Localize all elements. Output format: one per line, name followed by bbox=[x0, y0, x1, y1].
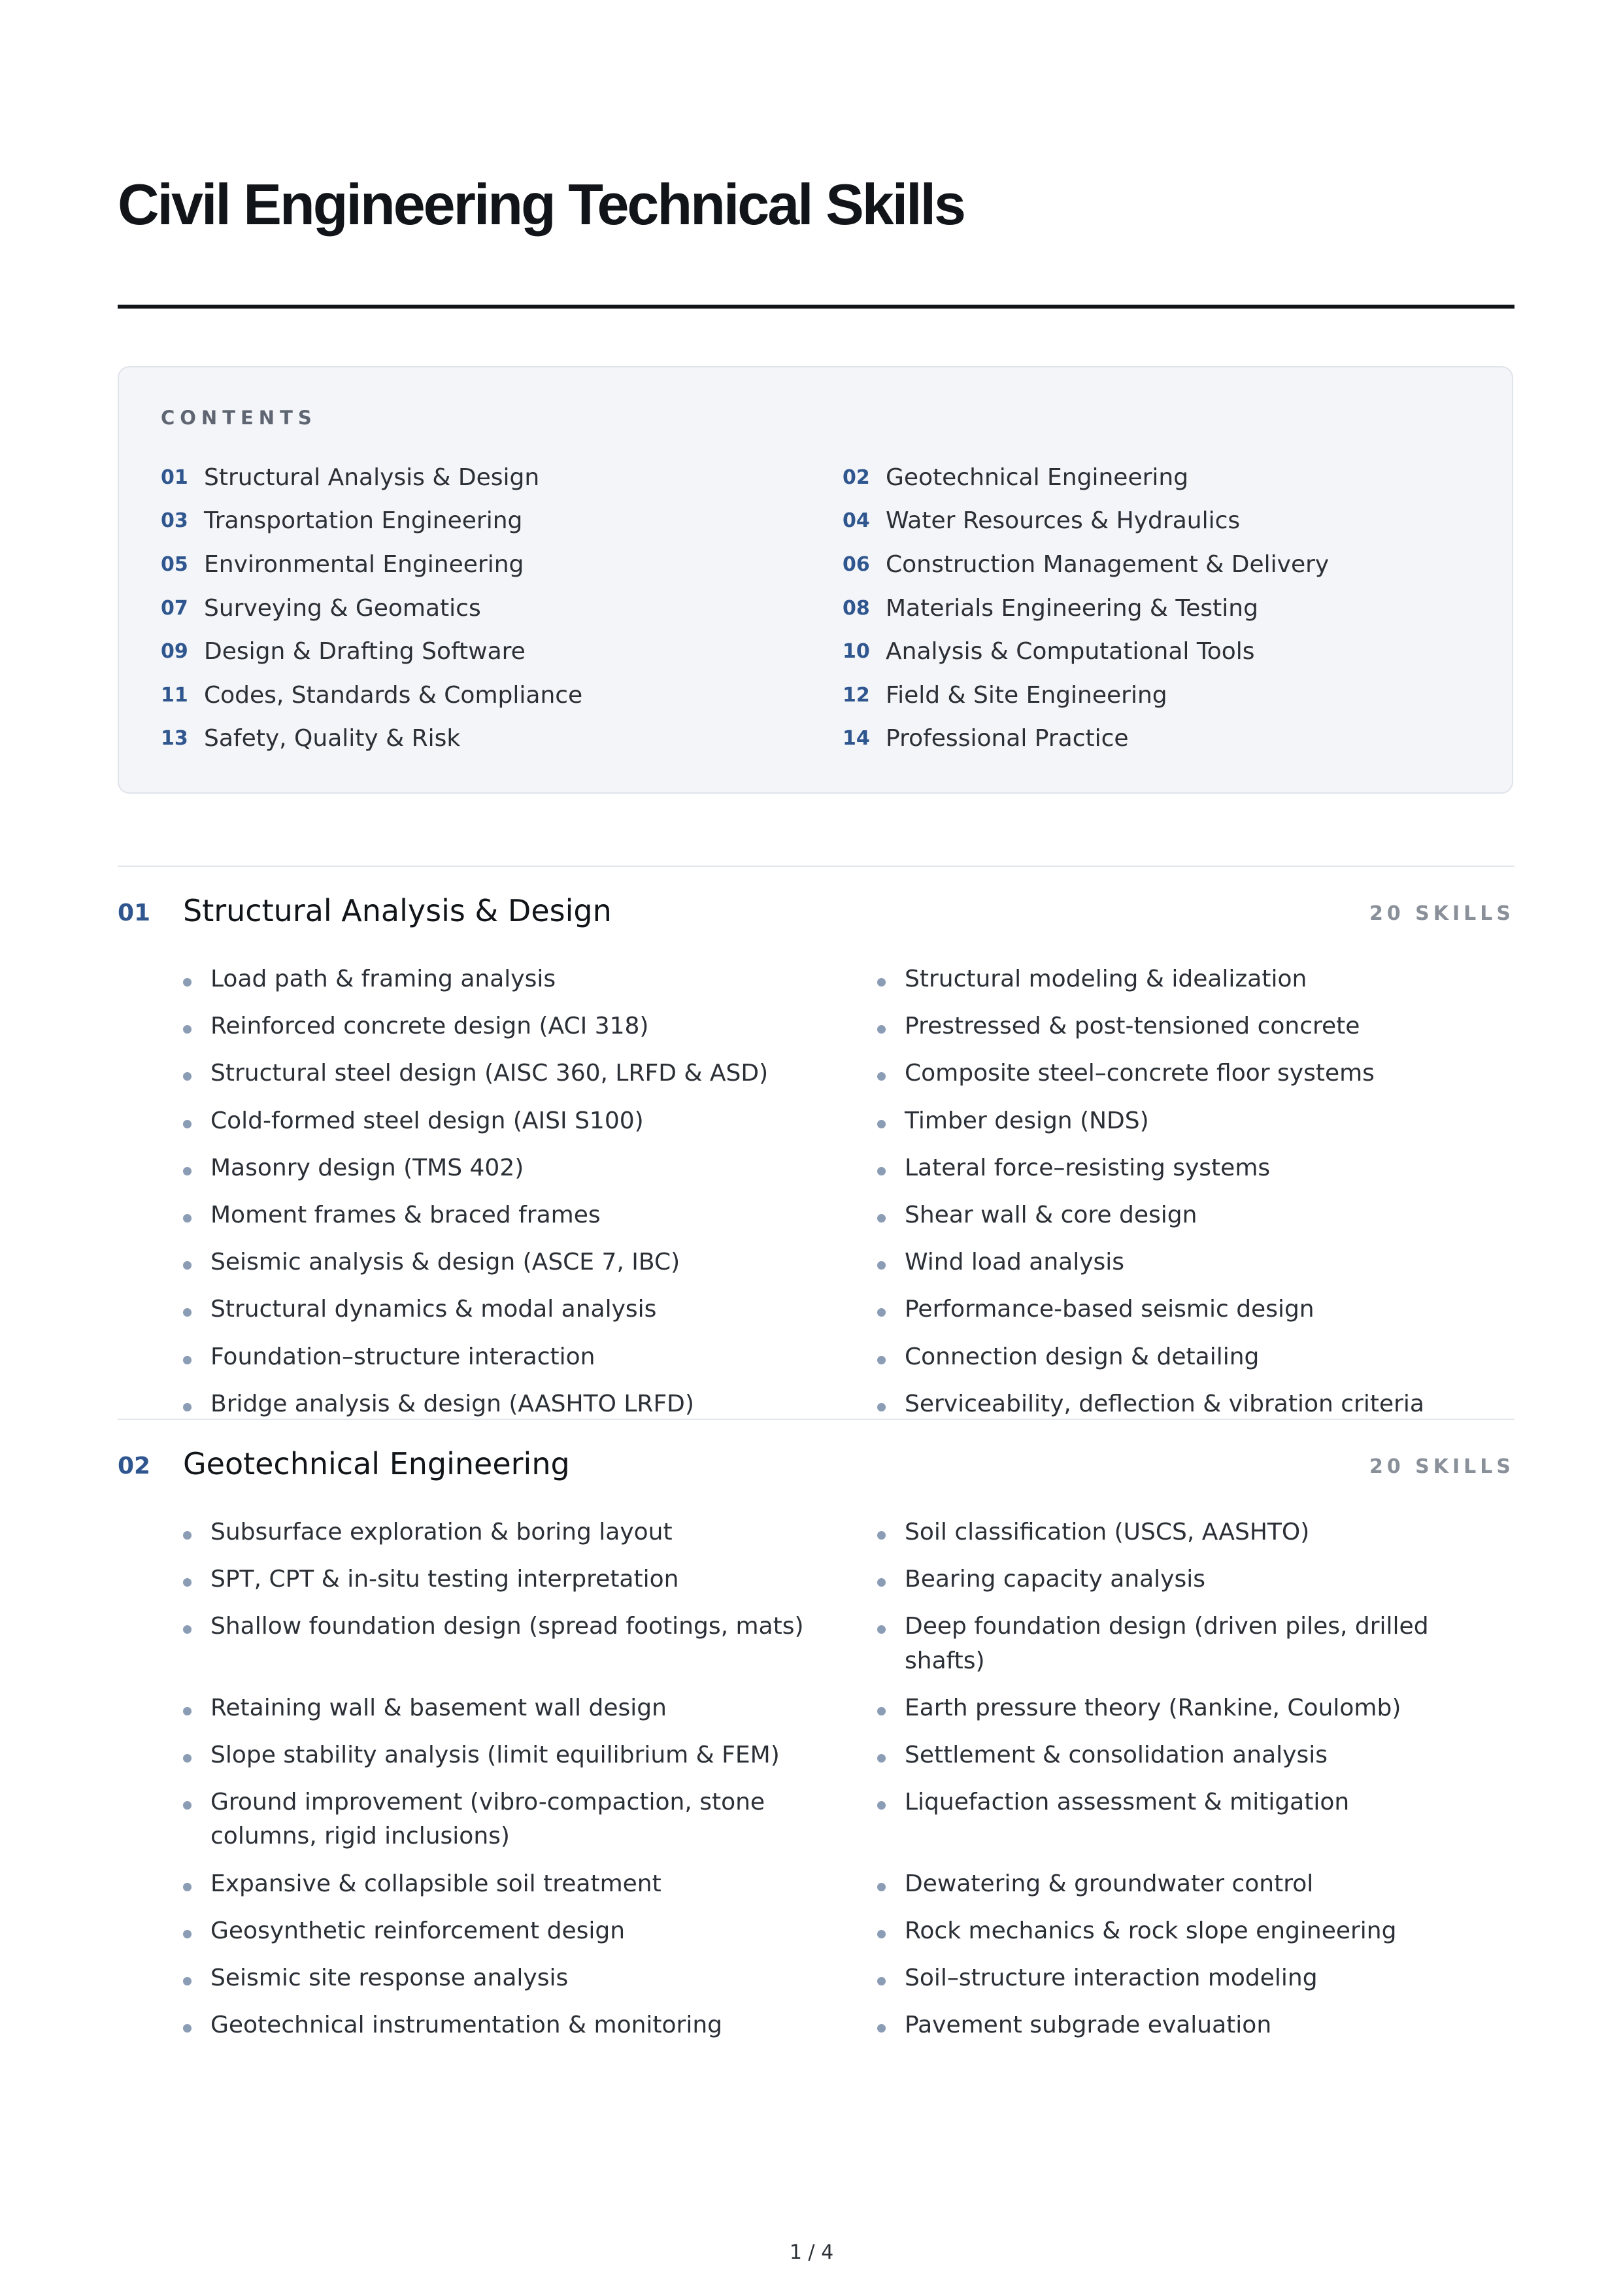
bullet-icon bbox=[183, 1707, 192, 1715]
toc-entry-number: 04 bbox=[843, 509, 870, 533]
bullet-icon bbox=[877, 1578, 886, 1587]
skill-label: Structural modeling & idealization bbox=[905, 966, 1307, 992]
bullet-icon bbox=[877, 1308, 886, 1317]
bullet-icon bbox=[877, 1167, 886, 1175]
bullet-icon bbox=[877, 1214, 886, 1223]
bullet-icon bbox=[183, 978, 192, 987]
skill-item bbox=[183, 962, 877, 996]
skill-item bbox=[877, 1562, 1514, 1596]
skill-label: Liquefaction assessment & mitigation bbox=[905, 1789, 1350, 1816]
toc-entry[interactable] bbox=[843, 499, 1455, 543]
skill-label: Seismic site response analysis bbox=[210, 1964, 569, 1991]
skill-item bbox=[183, 1961, 877, 1995]
bullet-icon bbox=[183, 1754, 192, 1763]
toc-entry[interactable] bbox=[161, 543, 843, 586]
toc-entry[interactable] bbox=[843, 543, 1455, 586]
toc-entry-label: Geotechnical Engineering bbox=[886, 464, 1189, 491]
toc-entry[interactable] bbox=[843, 630, 1455, 673]
skill-item bbox=[877, 1056, 1514, 1090]
toc-entry[interactable] bbox=[161, 717, 843, 761]
skill-item bbox=[183, 1340, 877, 1374]
skill-label: Pavement subgrade evaluation bbox=[905, 2012, 1272, 2039]
bullet-icon bbox=[877, 1707, 886, 1715]
section-number: 01 bbox=[118, 900, 151, 926]
bullet-icon bbox=[183, 1977, 192, 1985]
toc-entry[interactable] bbox=[161, 630, 843, 673]
skill-item bbox=[183, 1738, 877, 1772]
title-divider bbox=[118, 305, 1514, 309]
bullet-icon bbox=[877, 1625, 886, 1634]
bullet-icon bbox=[183, 1356, 192, 1364]
skill-label: Wind load analysis bbox=[905, 1249, 1125, 1276]
bullet-icon bbox=[877, 1120, 886, 1128]
toc-entry-label: Water Resources & Hydraulics bbox=[886, 507, 1241, 535]
skill-item bbox=[183, 1151, 877, 1185]
skill-item bbox=[183, 1387, 877, 1421]
skill-label: Shallow foundation design (spread footings, mats) bbox=[210, 1613, 804, 1640]
toc-entry[interactable] bbox=[161, 456, 843, 499]
bullet-icon bbox=[183, 1625, 192, 1634]
section-title: Structural Analysis & Design bbox=[183, 893, 612, 928]
skill-label: Timber design (NDS) bbox=[905, 1107, 1149, 1134]
skill-item bbox=[877, 1738, 1514, 1772]
skill-item bbox=[877, 1340, 1514, 1374]
skill-item bbox=[877, 2008, 1514, 2042]
skill-label: Composite steel–concrete floor systems bbox=[905, 1060, 1375, 1087]
toc-entry-number: 07 bbox=[161, 596, 188, 620]
bullet-icon bbox=[183, 1120, 192, 1128]
skill-item bbox=[877, 1914, 1514, 1948]
bullet-icon bbox=[183, 1308, 192, 1317]
skill-label: Deep foundation design (driven piles, drilled shafts) bbox=[905, 1613, 1429, 1674]
skill-item bbox=[877, 962, 1514, 996]
bullet-icon bbox=[183, 2024, 192, 2033]
toc-entry[interactable] bbox=[161, 499, 843, 543]
skill-list-geotechnical bbox=[183, 1515, 1514, 2042]
skill-label: SPT, CPT & in-situ testing interpretation bbox=[210, 1566, 679, 1593]
skill-label: Shear wall & core design bbox=[905, 1201, 1197, 1228]
skill-item bbox=[183, 1562, 877, 1596]
skill-item bbox=[877, 1691, 1514, 1725]
toc-entry[interactable] bbox=[843, 673, 1455, 717]
skill-item bbox=[877, 1198, 1514, 1232]
bullet-icon bbox=[183, 1025, 192, 1034]
toc-entry-number: 06 bbox=[843, 552, 870, 576]
skill-item bbox=[877, 1104, 1514, 1138]
toc-entry-label: Analysis & Computational Tools bbox=[886, 638, 1255, 666]
section-header-structural bbox=[118, 893, 1514, 932]
bullet-icon bbox=[183, 1214, 192, 1223]
bullet-icon bbox=[877, 1801, 886, 1810]
skill-label: Dewatering & groundwater control bbox=[905, 1870, 1314, 1897]
bullet-icon bbox=[183, 1072, 192, 1081]
skill-label: Bearing capacity analysis bbox=[905, 1566, 1206, 1593]
bullet-icon bbox=[877, 1072, 886, 1081]
section-number: 02 bbox=[118, 1453, 151, 1479]
skill-list-structural bbox=[183, 962, 1514, 1421]
bullet-icon bbox=[183, 1930, 192, 1938]
bullet-icon bbox=[183, 1261, 192, 1270]
skill-item bbox=[183, 1867, 877, 1901]
bullet-icon bbox=[877, 1356, 886, 1364]
toc-entry-label: Field & Site Engineering bbox=[886, 681, 1167, 709]
toc-entry-label: Environmental Engineering bbox=[204, 550, 524, 578]
skill-label: Settlement & consolidation analysis bbox=[905, 1741, 1328, 1768]
toc-entry-number: 12 bbox=[843, 683, 870, 707]
skill-label: Performance-based seismic design bbox=[905, 1296, 1314, 1323]
skill-label: Geosynthetic reinforcement design bbox=[210, 1917, 626, 1944]
skill-label: Structural steel design (AISC 360, LRFD & ASD) bbox=[210, 1060, 769, 1087]
page-number: 1 / 4 bbox=[789, 2241, 834, 2264]
toc-entry-number: 13 bbox=[161, 727, 188, 751]
skill-label: Masonry design (TMS 402) bbox=[210, 1154, 524, 1181]
skill-item bbox=[183, 1104, 877, 1138]
toc-entry[interactable] bbox=[161, 673, 843, 717]
skill-label: Bridge analysis & design (AASHTO LRFD) bbox=[210, 1390, 694, 1417]
skill-item bbox=[183, 1245, 877, 1279]
skill-item bbox=[877, 1515, 1514, 1549]
toc-entry-number: 09 bbox=[161, 640, 188, 664]
page-title: Civil Engineering Technical Skills bbox=[118, 172, 964, 237]
toc-entry-label: Construction Management & Delivery bbox=[886, 550, 1330, 578]
toc-entry-label: Professional Practice bbox=[886, 725, 1129, 752]
toc-list bbox=[161, 456, 1455, 760]
section-skill-count: 20 SKILLS bbox=[1369, 1455, 1514, 1478]
table-of-contents bbox=[118, 366, 1513, 794]
bullet-icon bbox=[877, 1883, 886, 1891]
skill-label: Cold-formed steel design (AISI S100) bbox=[210, 1107, 644, 1134]
toc-entry-number: 10 bbox=[843, 640, 870, 664]
toc-entry[interactable] bbox=[843, 456, 1455, 499]
bullet-icon bbox=[183, 1801, 192, 1810]
toc-entry-number: 01 bbox=[161, 465, 188, 489]
skill-label: Load path & framing analysis bbox=[210, 966, 556, 992]
skill-item bbox=[183, 1009, 877, 1043]
bullet-icon bbox=[877, 1977, 886, 1985]
toc-entry-label: Transportation Engineering bbox=[204, 507, 523, 535]
skill-label: Geotechnical instrumentation & monitoring bbox=[210, 2012, 723, 2039]
skill-label: Serviceability, deflection & vibration criteria bbox=[905, 1390, 1424, 1417]
toc-entry-number: 14 bbox=[843, 727, 870, 751]
skill-item bbox=[877, 1961, 1514, 1995]
toc-entry-number: 08 bbox=[843, 596, 870, 620]
skill-label: Connection design & detailing bbox=[905, 1343, 1260, 1370]
toc-entry-label: Safety, Quality & Risk bbox=[204, 725, 461, 752]
skill-label: Prestressed & post-tensioned concrete bbox=[905, 1013, 1360, 1040]
bullet-icon bbox=[877, 1261, 886, 1270]
skill-label: Soil classification (USCS, AASHTO) bbox=[905, 1519, 1310, 1545]
toc-entry-number: 11 bbox=[161, 683, 188, 707]
bullet-icon bbox=[183, 1883, 192, 1891]
skill-label: Retaining wall & basement wall design bbox=[210, 1694, 667, 1721]
skill-item bbox=[183, 1292, 877, 1326]
skill-item bbox=[877, 1387, 1514, 1421]
skill-label: Foundation–structure interaction bbox=[210, 1343, 595, 1370]
toc-entry-number: 03 bbox=[161, 509, 188, 533]
bullet-icon bbox=[183, 1531, 192, 1540]
toc-entry-label: Materials Engineering & Testing bbox=[886, 594, 1258, 622]
toc-heading: CONTENTS bbox=[161, 407, 317, 429]
skill-label: Moment frames & braced frames bbox=[210, 1201, 601, 1228]
toc-entry-number: 02 bbox=[843, 465, 870, 489]
skill-item bbox=[183, 1198, 877, 1232]
bullet-icon bbox=[183, 1578, 192, 1587]
skill-label: Subsurface exploration & boring layout bbox=[210, 1519, 673, 1545]
skill-item bbox=[877, 1785, 1514, 1853]
skill-label: Structural dynamics & modal analysis bbox=[210, 1296, 657, 1323]
toc-entry-label: Structural Analysis & Design bbox=[204, 464, 540, 491]
skill-item bbox=[877, 1610, 1514, 1678]
skill-item bbox=[183, 1515, 877, 1549]
toc-entry-label: Codes, Standards & Compliance bbox=[204, 681, 583, 709]
bullet-icon bbox=[877, 1403, 886, 1411]
skill-item bbox=[183, 1785, 877, 1853]
skill-label: Lateral force–resisting systems bbox=[905, 1154, 1271, 1181]
skill-label: Seismic analysis & design (ASCE 7, IBC) bbox=[210, 1249, 680, 1276]
skill-label: Reinforced concrete design (ACI 318) bbox=[210, 1013, 649, 1040]
skill-item bbox=[877, 1292, 1514, 1326]
toc-entry[interactable] bbox=[843, 717, 1455, 761]
skill-item bbox=[183, 1914, 877, 1948]
skill-label: Soil–structure interaction modeling bbox=[905, 1964, 1318, 1991]
skill-label: Ground improvement (vibro-compaction, stone columns, rigid inclusions) bbox=[210, 1789, 765, 1850]
skill-item bbox=[877, 1245, 1514, 1279]
skill-item bbox=[183, 1056, 877, 1090]
skill-item bbox=[877, 1009, 1514, 1043]
bullet-icon bbox=[877, 1930, 886, 1938]
skill-label: Slope stability analysis (limit equilibrium & FEM) bbox=[210, 1741, 780, 1768]
skill-label: Rock mechanics & rock slope engineering bbox=[905, 1917, 1397, 1944]
section-title: Geotechnical Engineering bbox=[183, 1446, 570, 1481]
skill-item bbox=[183, 1610, 877, 1678]
toc-entry[interactable] bbox=[161, 586, 843, 630]
section-header-geotechnical bbox=[118, 1446, 1514, 1485]
skill-item bbox=[183, 1691, 877, 1725]
bullet-icon bbox=[877, 978, 886, 987]
bullet-icon bbox=[877, 1754, 886, 1763]
skill-item bbox=[877, 1867, 1514, 1901]
bullet-icon bbox=[877, 2024, 886, 2033]
skill-label: Earth pressure theory (Rankine, Coulomb) bbox=[905, 1694, 1401, 1721]
skill-item bbox=[877, 1151, 1514, 1185]
skill-item bbox=[183, 2008, 877, 2042]
section-divider bbox=[118, 1419, 1514, 1420]
toc-entry-label: Surveying & Geomatics bbox=[204, 594, 481, 622]
section-skill-count: 20 SKILLS bbox=[1369, 902, 1514, 925]
bullet-icon bbox=[877, 1025, 886, 1034]
bullet-icon bbox=[183, 1403, 192, 1411]
toc-entry-number: 05 bbox=[161, 552, 188, 576]
bullet-icon bbox=[877, 1531, 886, 1540]
skill-label: Expansive & collapsible soil treatment bbox=[210, 1870, 661, 1897]
toc-entry-label: Design & Drafting Software bbox=[204, 638, 526, 666]
section-divider bbox=[118, 866, 1514, 867]
bullet-icon bbox=[183, 1167, 192, 1175]
toc-entry[interactable] bbox=[843, 586, 1455, 630]
